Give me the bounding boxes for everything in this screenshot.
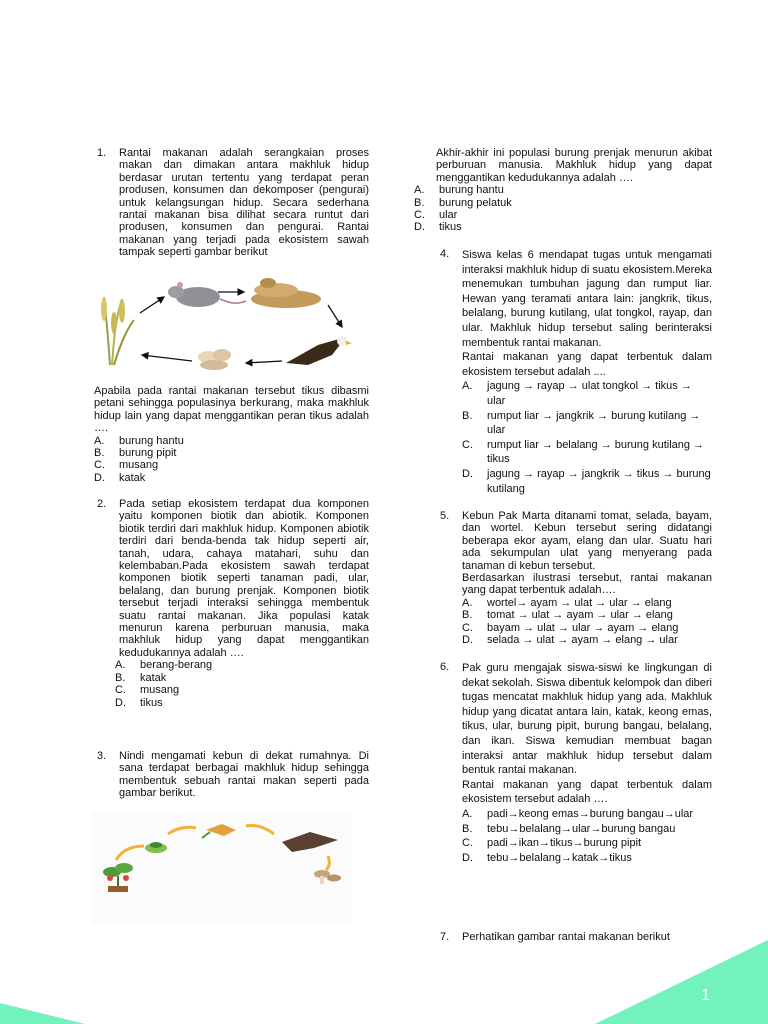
- question-5-question: Berdasarkan ilustrasi tersebut, rantai makanan yang dapat terbentuk adalah….: [462, 572, 712, 597]
- option-c[interactable]: C. bayam → ulat → ular → ayam → elang: [462, 621, 679, 634]
- question-number: 6.: [440, 661, 450, 673]
- option-b[interactable]: B. tomat → ulat → ayam → ular → elang: [462, 609, 673, 622]
- option-a[interactable]: A. burung hantu: [414, 184, 504, 197]
- question-4-question: Rantai makanan yang dapat terbentuk dalam ekosistem tersebut adalah ....: [462, 351, 712, 378]
- rice-plant-icon: [101, 297, 134, 365]
- option-d[interactable]: D. selada → ulat → ayam → elang → ular: [462, 634, 678, 647]
- question-1-prompt: [94, 385, 369, 484]
- mushroom-icon: [198, 349, 231, 370]
- option-c[interactable]: C. ular: [414, 209, 458, 222]
- question-number: 4.: [440, 248, 450, 260]
- question-number: 2.: [97, 498, 107, 510]
- eagle-icon: [286, 336, 352, 365]
- question-3-question: Akhir-akhir ini populasi burung prenjak menurun akibat perburuan manusia. Makhluk hidup yang dapat menggantikan kedudukannya adalah ….: [436, 147, 712, 184]
- option-d[interactable]: D. tikus: [115, 696, 163, 709]
- option-c[interactable]: C. musang: [115, 684, 180, 697]
- food-chain-figure-rice-field: [96, 275, 361, 375]
- option-b[interactable]: B. katak: [115, 671, 167, 684]
- question-number: 3.: [97, 750, 107, 762]
- option-d[interactable]: D. jagung → rayap → jangkrik → tikus → burung kutilang: [462, 467, 711, 495]
- question-number: 7.: [440, 931, 450, 943]
- question-6: [440, 661, 712, 865]
- question-1-question: Apabila pada rantai makanan tersebut tikus dibasmi petani sehingga populasinya berkurang, maka makhluk hidup lain yang dapat menggantikan peran tikus adalah ….: [94, 385, 369, 435]
- question-6-question: Rantai makanan yang dapat terbentuk dalam ekosistem tersebut adalah ….: [462, 778, 712, 806]
- question-number: 1.: [97, 147, 107, 159]
- option-a[interactable]: A. burung hantu: [94, 434, 184, 447]
- option-c[interactable]: C. rumput liar → belalang → burung kutilang → tikus: [462, 438, 705, 466]
- snake-icon: [251, 278, 321, 308]
- question-text: Pada setiap ekosistem terdapat dua komponen yaitu komponen biotik dan abiotik. Komponen biotik terdiri dari makhluk hidup. Komponen abiotik terdiri dari benda-benda tak hidup seperti air, tanah, udara, cahaya matahari, suhu dan kelembaban.Pada ekosistem sawah terdapat komponen biotik seperti tanaman padi, ular, belalang, dan burung prenjak. Komponen biotik tersebut terjadi interaksi sehingga membentuk suatu rantai makanan. Jika populasi katak menurun karena perburuan manusia, maka makhluk hidup yang dapat menggantikan kedudukannya adalah ….: [119, 498, 369, 659]
- option-d[interactable]: D. tikus: [414, 221, 462, 234]
- option-b[interactable]: B. burung pelatuk: [414, 196, 512, 209]
- option-a[interactable]: A. jagung → rayap → ulat tongkol → tikus → ular: [462, 380, 692, 407]
- corner-triangle-left: [0, 1003, 85, 1024]
- question-3-prompt: [414, 147, 712, 234]
- option-a[interactable]: A. padi→keong emas→burung bangau→ular: [462, 807, 694, 820]
- option-b[interactable]: B. rumput liar → jangkrik → burung kutilang → ular: [462, 409, 701, 437]
- option-b[interactable]: B. burung pipit: [94, 447, 177, 460]
- question-text: Siswa kelas 6 mendapat tugas untuk mengamati interaksi makhluk hidup di suatu ekosistem.Mereka menemukan tumbuhan jagung dan rumput liar. Hewan yang teramati antara lain: jangkrik, tikus, belalang, burung kutilang, ulat tongkol, rayap, dan ular. Makhluk hidup tersebut saling berinteraksi membentuk rantai makanan.: [462, 249, 712, 349]
- rat-icon: [168, 282, 246, 307]
- question-text: Nindi mengamati kebun di dekat rumahnya. Di sana terdapat berbagai makhluk hidup sehingga membentuk sebuah rantai makan seperti pada gambar berikut.: [119, 750, 369, 800]
- page-number: 1: [701, 986, 710, 1004]
- question-4: [440, 248, 712, 496]
- question-2: [97, 498, 369, 738]
- option-a[interactable]: A. wortel→ ayam → ulat → ular → elang: [462, 596, 672, 609]
- question-text: Rantai makanan adalah serangkaian proses makan dan dimakan antara makhluk hidup berdasar urutan tertentu yang terdapat peran produsen, konsumen dan dekomposer (pengurai) untuk kelangsungan hidup. Secara sederhana rantai makanan bisa dilihat secara runtut dari produsen, konsumen dan pengurai. Rantai makanan yang terjadi pada ekosistem sawah tampak seperti gambar berikut: [119, 147, 369, 259]
- option-a[interactable]: A. berang-berang: [115, 659, 213, 672]
- question-5: [440, 510, 712, 646]
- question-text: Kebun Pak Marta ditanami tomat, selada, bayam, dan wortel. Kebun tersebut sering didatangi beberapa ekor ayam, elang dan ular. Suatu hari ada sekumpulan ulat yang menyerang pada tanaman di kebun tersebut.: [462, 510, 712, 572]
- question-number: 5.: [440, 510, 450, 522]
- corner-triangle-right: [595, 940, 768, 1024]
- food-chain-figure-garden: [92, 812, 352, 924]
- question-text: Pak guru mengajak siswa-siswi ke lingkungan di dekat sekolah. Siswa dibentuk kelompok dan diberi tugas mencatat makhluk hidup yang ada. Makhluk hidup yang dicatat antara lain, katak, keong emas, tikus, ular, burung pipit, burung bangau, belalang, dan ikan. Siswa kemudian membuat bagan interaksi antar makhluk hidup tersebut dalam bentuk rantai makanan.: [462, 662, 712, 777]
- option-d[interactable]: D. katak: [94, 471, 146, 484]
- option-c[interactable]: C. padi→ikan→tikus→burung pipit: [462, 837, 642, 850]
- question-text: Perhatikan gambar rantai makanan berikut: [462, 931, 670, 943]
- option-b[interactable]: B. tebu→belalang→ular→burung bangau: [462, 822, 676, 835]
- option-c[interactable]: C. musang: [94, 459, 159, 472]
- option-d[interactable]: D. tebu→belalang→katak→tikus: [462, 851, 632, 864]
